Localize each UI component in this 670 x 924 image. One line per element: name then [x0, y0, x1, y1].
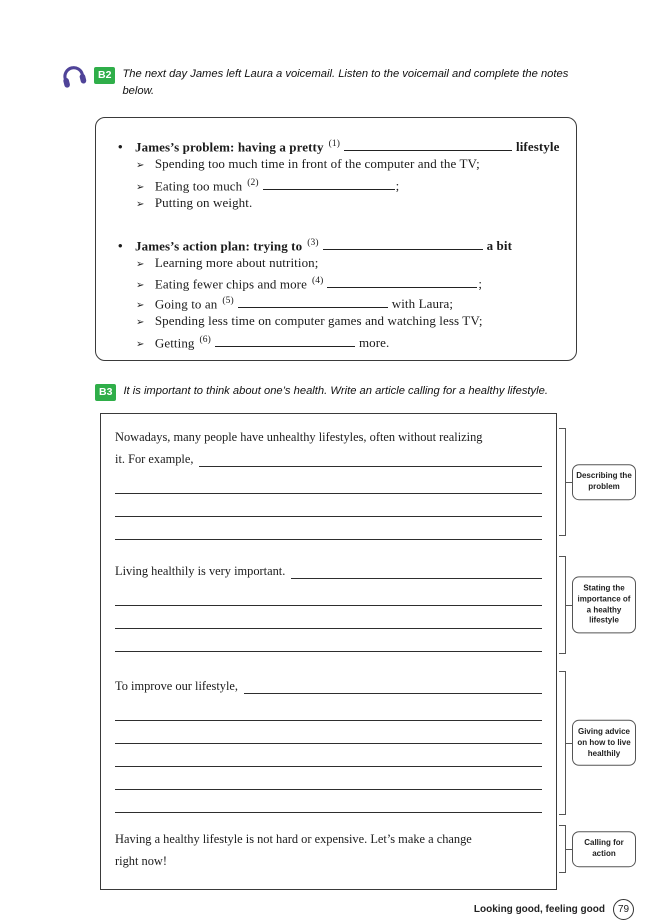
article-text: To improve our lifestyle, [115, 679, 239, 693]
writing-line [115, 744, 542, 767]
blank-number-2: (2) [247, 177, 259, 188]
note-sub-item [112, 272, 562, 292]
writing-line [115, 790, 542, 813]
activity-b3-badge: B3 [95, 384, 116, 401]
activity-b2-badge: B2 [94, 67, 115, 84]
article-paragraph-4-continued: right now! [115, 854, 167, 868]
note-text: more. [358, 334, 390, 350]
note-text: a bit [486, 237, 513, 253]
article-paragraph-4: Having a healthy lifestyle is not hard or expensive. Let’s make a change [115, 832, 472, 846]
writing-line [291, 578, 542, 579]
section-spacer [115, 540, 542, 560]
writing-line [115, 698, 542, 721]
writing-line [115, 494, 542, 517]
note-text: Eating too much [154, 177, 243, 193]
notes-spacer [112, 213, 562, 233]
writing-line [115, 606, 542, 629]
note-text: ; [478, 276, 483, 292]
section-bracket-3 [559, 671, 566, 815]
writing-line [115, 721, 542, 744]
blank-number-1: (1) [328, 139, 340, 149]
voicemail-notes-box [95, 117, 577, 361]
fill-blank-1 [344, 139, 512, 151]
page-number-badge: 79 [613, 899, 634, 920]
blank-number-6: (6) [199, 334, 211, 345]
article-paragraph-2 [115, 560, 542, 583]
note-problem-heading [112, 134, 562, 154]
activity-b3-instruction: It is important to think about one’s health. Write an article calling for a healthy lifestyle. [123, 385, 548, 397]
note-sub-item [112, 154, 562, 174]
note-text: James’s problem: having a pretty [135, 139, 324, 155]
fill-blank-2 [263, 178, 395, 190]
side-label-describing-problem: Describing the problem [572, 464, 636, 500]
article-text: Living healthily is very important. [115, 564, 286, 578]
note-sub-item [112, 292, 562, 312]
article-text: it. For example, [115, 452, 194, 466]
writing-line [115, 517, 542, 540]
article-writing-box [100, 413, 557, 890]
section-spacer [115, 652, 542, 675]
note-text: Learning more about nutrition; [154, 254, 319, 270]
article-paragraph-1-continued [115, 448, 542, 471]
note-text: with Laura; [391, 295, 454, 311]
blank-number-5: (5) [222, 295, 234, 306]
note-sub-item [112, 311, 562, 331]
activity-b2-header [60, 66, 590, 100]
article-paragraph-1: Nowadays, many people have unhealthy lifestyles, often without realizing [115, 430, 483, 444]
side-label-calling-for-action: Calling for action [572, 831, 636, 867]
article-paragraph-3 [115, 675, 542, 698]
note-sub-item [112, 253, 562, 273]
note-text: Spending too much time in front of the computer and the TV; [154, 156, 480, 171]
page-footer [474, 899, 634, 920]
section-bracket-2 [559, 556, 566, 654]
writing-line [199, 466, 542, 467]
note-text: Putting on weight. [154, 195, 253, 210]
note-text: lifestyle [515, 139, 560, 155]
section-bracket-1 [559, 428, 566, 536]
activity-b3-header [95, 383, 660, 401]
note-text: Spending less time on computer games and watching less TV; [154, 313, 483, 328]
note-text: James’s action plan: trying to [135, 237, 303, 253]
blank-number-4: (4) [312, 276, 324, 286]
writing-line [115, 471, 542, 494]
note-text: Eating fewer chips and more [154, 276, 307, 292]
side-label-stating-importance: Stating the importance of a healthy lifestyle [572, 576, 636, 633]
writing-line [115, 583, 542, 606]
activity-b2-instruction: The next day James left Laura a voicemail. Listen to the voicemail and complete the notes below. [122, 68, 569, 97]
headphones-icon [60, 63, 87, 93]
note-sub-item [112, 193, 562, 213]
section-spacer [115, 813, 542, 828]
side-label-giving-advice: Giving advice on how to live healthily [572, 720, 636, 766]
writing-line [115, 767, 542, 790]
note-text: Getting [154, 334, 195, 350]
note-text: Going to an [154, 295, 218, 311]
note-sub-item [112, 331, 562, 351]
note-text: ; [395, 177, 400, 193]
fill-blank-5 [238, 296, 388, 308]
fill-blank-6 [215, 335, 355, 347]
writing-line [244, 693, 542, 694]
fill-blank-4 [327, 276, 477, 288]
note-sub-item [112, 174, 562, 194]
note-plan-heading [112, 233, 562, 253]
blank-number-3: (3) [307, 237, 319, 248]
unit-title: Looking good, feeling good [473, 904, 605, 915]
section-bracket-4 [559, 825, 566, 873]
writing-line [115, 629, 542, 652]
fill-blank-3 [323, 238, 483, 250]
